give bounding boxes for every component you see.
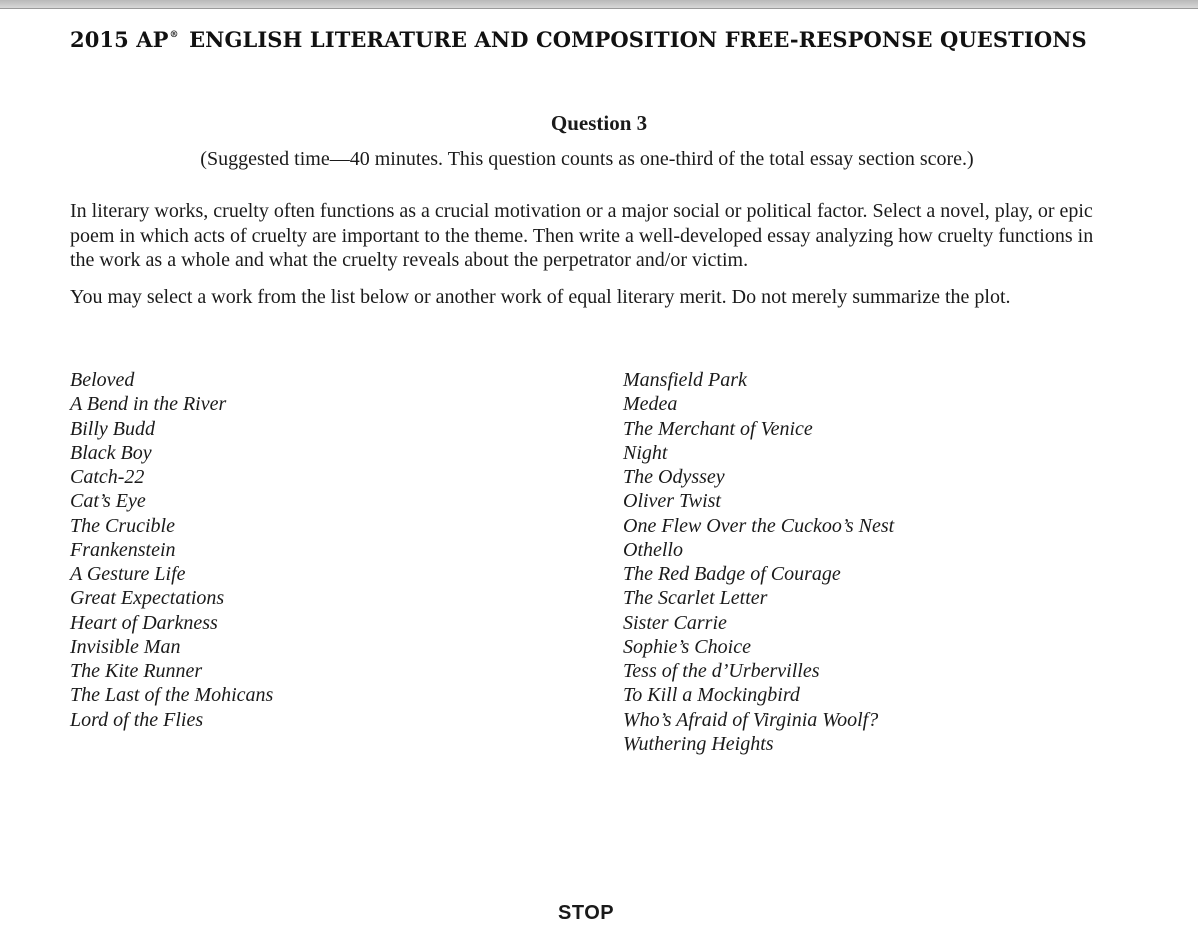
page-top-border — [0, 0, 1198, 9]
work-title: The Merchant of Venice — [623, 417, 813, 440]
work-title: Tess of the d’Urbervilles — [623, 660, 820, 682]
work-title: To Kill a Mockingbird — [623, 684, 800, 707]
work-title: Billy Budd — [70, 417, 155, 440]
work-title: Medea — [623, 393, 678, 416]
work-title: Black Boy — [70, 441, 152, 464]
work-title: Wuthering Heights — [623, 732, 774, 755]
question-prompt: In literary works, cruelty often functions as a crucial motivation or a major social or political factor. Select a novel, play, or epic poem in which acts of cruelty are important to the theme. Then write a well-developed essay analyzing how cruelty functions in the work as a whole and what the cruelty reveals about the perpetrator and/or victim. — [70, 200, 1094, 271]
header-title-suffix: ENGLISH LITERATURE AND COMPOSITION FREE-RESPONSE QUESTIONS — [181, 27, 1087, 52]
stop-marker: STOP — [558, 902, 615, 924]
work-title: The Last of the Mohicans — [70, 684, 274, 707]
work-title: Night — [623, 441, 668, 464]
suggested-time-note: (Suggested time—40 minutes. This question counts as one-third of the total essay section score.) — [200, 148, 974, 170]
work-title: Sister Carrie — [623, 611, 727, 634]
work-title: Invisible Man — [70, 635, 181, 658]
work-title: Oliver Twist — [623, 490, 721, 513]
work-title: The Odyssey — [623, 466, 725, 488]
work-title: One Flew Over the Cuckoo’s Nest — [623, 514, 895, 537]
work-title: A Bend in the River — [70, 393, 227, 416]
question-instructions: You may select a work from the list below or another work of equal literary merit. Do not merely summarize the plot. — [70, 286, 1011, 308]
work-title: Who’s Afraid of Virginia Woolf? — [623, 708, 879, 731]
works-list-right — [623, 368, 894, 756]
work-title: The Crucible — [70, 514, 175, 537]
works-list-left — [70, 368, 273, 732]
header-title-prefix: 2015 AP — [70, 27, 169, 52]
work-title: Mansfield Park — [623, 369, 747, 391]
page-header-title — [70, 27, 1087, 52]
work-title: Othello — [623, 538, 683, 561]
work-title: A Gesture Life — [70, 563, 186, 585]
work-title: Sophie’s Choice — [623, 635, 751, 658]
work-title: Beloved — [70, 369, 135, 391]
work-title: The Red Badge of Courage — [623, 563, 841, 585]
registered-mark: ® — [169, 30, 179, 40]
work-title: Heart of Darkness — [70, 611, 218, 634]
work-title: The Scarlet Letter — [623, 587, 768, 610]
work-title: Frankenstein — [70, 538, 176, 561]
work-title: Great Expectations — [70, 587, 225, 610]
work-title: Catch-22 — [70, 466, 145, 488]
work-title: The Kite Runner — [70, 660, 203, 682]
work-title: Lord of the Flies — [70, 708, 204, 731]
question-title: Question 3 — [550, 111, 648, 135]
work-title: Cat’s Eye — [70, 490, 146, 513]
